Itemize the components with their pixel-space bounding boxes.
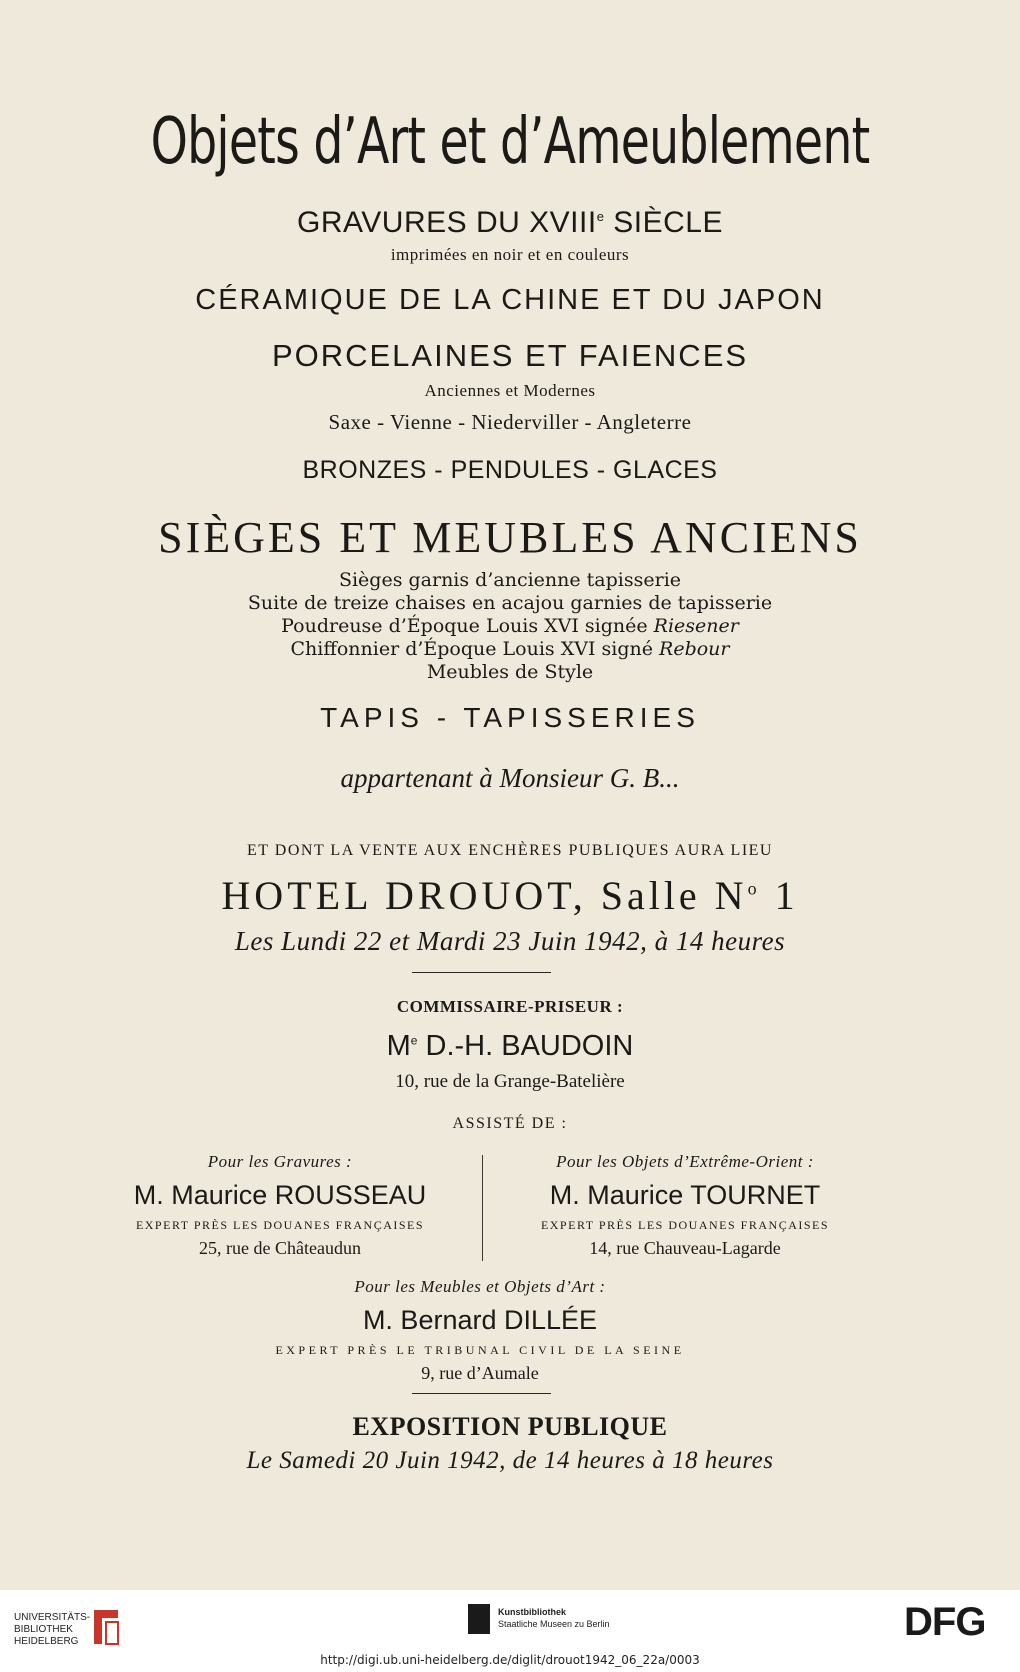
porcelaines-list: Saxe - Vienne - Niederviller - Angleterre (328, 410, 692, 434)
commissaire-label: COMMISSAIRE-PRISEUR : (396, 997, 624, 1016)
expert-address: 9, rue d’Aumale (421, 1363, 539, 1383)
expert-title: EXPERT PRÈS LE TRIBUNAL CIVIL DE LA SEINE (275, 1343, 685, 1357)
gravures-heading (0, 206, 1020, 240)
kb-line-2: Staatliche Museen zu Berlin (498, 1619, 610, 1629)
expert-address: 14, rue Chauveau-Lagarde (589, 1238, 781, 1258)
uni-logo-line-3: HEIDELBERG (14, 1636, 79, 1647)
university-crest-icon (92, 1608, 120, 1646)
bronzes-heading: BRONZES - PENDULES - GLACES (302, 456, 718, 484)
owner-line: appartenant à Monsieur G. B... (340, 763, 680, 793)
vente-place-num: 1 (760, 873, 799, 918)
university-library-logo[interactable] (14, 1612, 90, 1648)
vente-intro: ET DONT LA VENTE AUX ENCHÈRES PUBLIQUES AURA LIEU (247, 842, 773, 859)
sieges-line-3-name: Riesener (653, 615, 739, 637)
sieges-line-3 (0, 615, 1020, 637)
sieges-line-4-name: Rebour (659, 638, 730, 660)
commissaire-name (0, 1030, 1020, 1063)
expert-gravures (100, 1152, 460, 1259)
commissaire-name-prefix: M (386, 1030, 411, 1062)
porcelaines-heading: PORCELAINES ET FAIENCES (271, 338, 749, 373)
uni-logo-line-2: BIBLIOTHEK (14, 1624, 73, 1635)
tapis-heading: TAPIS - TAPISSERIES (320, 702, 700, 733)
gravures-subtitle: imprimées en noir et en couleurs (390, 245, 630, 264)
expert-meubles (230, 1277, 730, 1384)
sieges-line-2: Suite de treize chaises en acajou garnies de tapisserie (247, 592, 773, 614)
viewer-footer (0, 1590, 1020, 1672)
expert-role: Pour les Objets d’Extrême-Orient : (556, 1152, 814, 1171)
divider-rule (412, 1393, 551, 1394)
expert-address: 25, rue de Châteaudun (199, 1238, 361, 1258)
permalink-url[interactable]: http://digi.ub.uni-heidelberg.de/diglit/drouot1942_06_22a/0003 (320, 1653, 700, 1667)
vente-place (0, 872, 1020, 919)
divider-rule (412, 972, 551, 973)
exposition-heading: EXPOSITION PUBLIQUE (352, 1412, 668, 1441)
expert-name: M. Maurice TOURNET (549, 1180, 821, 1210)
kb-line-1: Kunstbibliothek (498, 1607, 566, 1617)
kunstbibliothek-label (498, 1606, 610, 1630)
expert-name: M. Maurice ROUSSEAU (133, 1180, 427, 1210)
sieges-line-4-text: Chiffonnier d’Époque Louis XVI signé (290, 638, 660, 660)
porcelaines-subtitle: Anciennes et Modernes (424, 381, 596, 400)
expert-title: EXPERT PRÈS LES DOUANES FRANÇAISES (135, 1218, 425, 1232)
expert-role: Pour les Gravures : (207, 1152, 353, 1171)
commissaire-name-sup: e (410, 1033, 418, 1048)
sieges-line-1: Sièges garnis d’ancienne tapisserie (338, 569, 682, 591)
sieges-line-5: Meubles de Style (426, 661, 594, 683)
expert-title: EXPERT PRÈS LES DOUANES FRANÇAISES (540, 1218, 830, 1232)
page-title: Objets d’Art et d’Ameublement (150, 105, 870, 179)
sieges-heading: SIÈGES ET MEUBLES ANCIENS (158, 513, 862, 562)
exposition-date: Le Samedi 20 Juin 1942, de 14 heures à 18 heures (246, 1447, 774, 1474)
column-divider (482, 1155, 483, 1261)
kunstbibliothek-logo-icon[interactable] (468, 1604, 490, 1634)
commissaire-name-text: D.-H. BAUDOIN (417, 1030, 634, 1062)
sieges-line-3-text: Poudreuse d’Époque Louis XVI signée (281, 615, 654, 637)
expert-role: Pour les Meubles et Objets d’Art : (354, 1277, 606, 1296)
vente-place-text: HOTEL DROUOT, Salle N (221, 873, 748, 918)
vente-place-sup: o (747, 878, 761, 899)
assiste-label: ASSISTÉ DE : (452, 1115, 568, 1132)
gravures-heading-suffix: SIÈCLE (604, 206, 723, 239)
vente-dates: Les Lundi 22 et Mardi 23 Juin 1942, à 14 heures (234, 926, 786, 956)
uni-logo-line-1: UNIVERSITÄTS- (14, 1612, 91, 1623)
commissaire-address: 10, rue de la Grange-Batelière (395, 1071, 625, 1092)
gravures-heading-sup: e (596, 209, 605, 224)
expert-extreme-orient (505, 1152, 865, 1259)
dfg-logo[interactable]: DFG (904, 1600, 986, 1644)
ceramique-heading: CÉRAMIQUE DE LA CHINE ET DU JAPON (195, 284, 825, 316)
sieges-line-4 (0, 638, 1020, 660)
gravures-heading-text: GRAVURES DU XVIII (297, 206, 597, 239)
expert-name: M. Bernard DILLÉE (362, 1305, 598, 1335)
